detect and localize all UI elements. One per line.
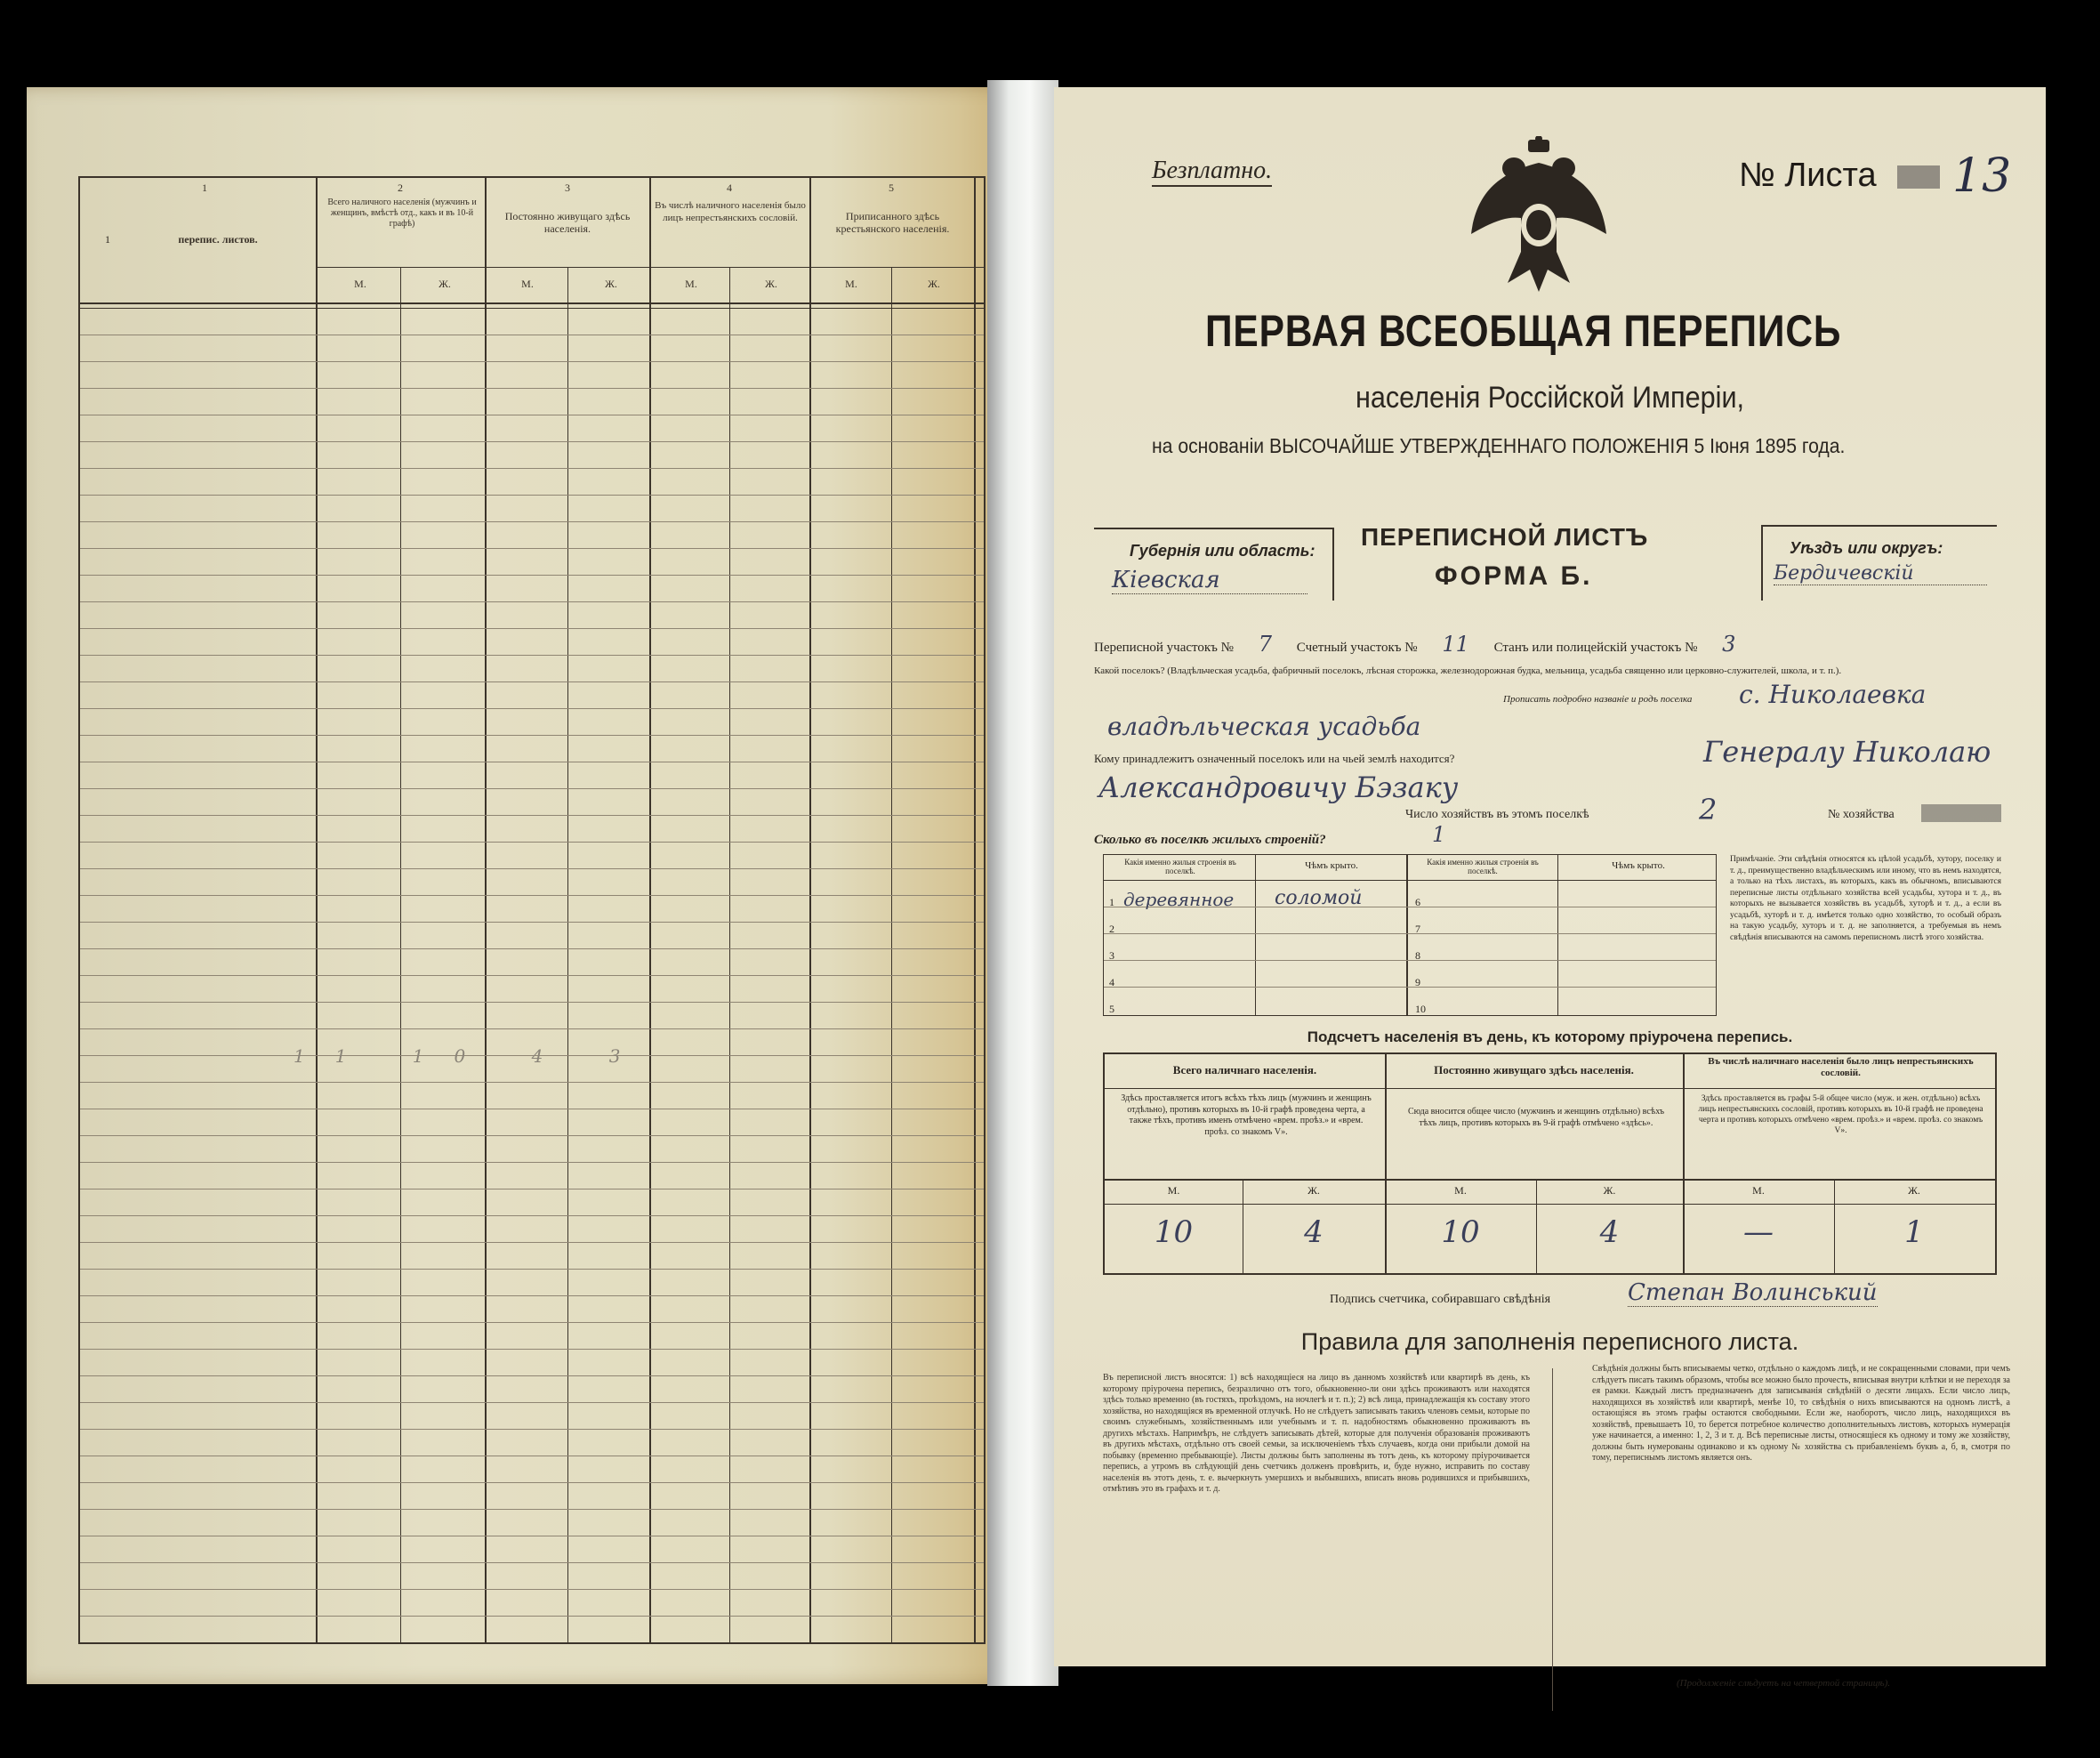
free-label: Безплатно. (1152, 157, 1272, 187)
col-header: Постоянно живущаго здѣсь населенія. (504, 210, 631, 235)
ruled-line (80, 842, 984, 843)
sex-label: М. (685, 278, 697, 290)
sum-sex-label: Ж. (1603, 1184, 1616, 1197)
col-header: Въ числѣ наличного населенія было лицъ непрестьянскихъ сословій. (655, 200, 806, 223)
col-header: перепис. листов. (178, 233, 258, 246)
faint-entry: 11 10 4 3 (294, 1045, 651, 1067)
buildings-table (1103, 854, 1717, 1016)
summary-title: Подсчетъ населенія въ день, къ которому пріурочена перепись. (1307, 1028, 1793, 1045)
ruled-line (80, 708, 984, 709)
ruled-line (80, 1509, 984, 1510)
sum-value: 4 (1304, 1214, 1324, 1250)
ruled-line (80, 1162, 984, 1163)
ruled-line (80, 441, 984, 442)
ruled-line (80, 361, 984, 362)
ruled-line (80, 1616, 984, 1617)
stan-value: 3 (1722, 632, 1736, 657)
count-district-value: 11 (1442, 632, 1469, 657)
sum-sex-label: М. (1167, 1184, 1180, 1197)
ruled-line (80, 1028, 984, 1029)
sum-sex-label: Ж. (1307, 1184, 1320, 1197)
ruled-line (80, 1349, 984, 1350)
ruled-line (80, 1562, 984, 1563)
ruled-line (80, 1375, 984, 1376)
sum-sex-label: М. (1752, 1184, 1765, 1197)
ruled-line (80, 1269, 984, 1270)
ruled-line (80, 1002, 984, 1003)
settlement-hint: Прописать подробно названіе и родъ поселка (1503, 694, 1693, 705)
sum-desc-nonpeasant: Здѣсь проставляется въ графы 5-й общее число (муж. и жен. отдѣльно) всѣхъ лицъ непрестьянскихъ сословій, противъ которыхъ въ 10-й графѣ не проведена черта и противъ которыхъ отмѣчено «врем. проѣз.» и «врем. проѣз. со знакомъ V». (1698, 1094, 1983, 1135)
census-district-value: 7 (1258, 632, 1273, 657)
bld-col-roof: Чѣмъ крыто. (1305, 860, 1358, 871)
bld-row-number: 3 (1109, 949, 1114, 962)
census-district-label: Переписной участокъ № (1094, 641, 1234, 655)
bld-row-number: 9 (1415, 976, 1420, 988)
sum-header-nonpeasant: Въ числѣ наличнаго населенія было лицъ непрестьянскихъ сословій. (1708, 1056, 1974, 1078)
owner-value-1: Генералу Николаю (1703, 735, 1991, 769)
ruled-line (80, 788, 984, 789)
sum-value: 10 (1154, 1214, 1194, 1250)
sum-value: 10 (1441, 1214, 1480, 1250)
owner-label: Кому принадлежитъ означенный поселокъ или на чьей землѣ находится? (1094, 752, 1455, 765)
uezd-value: Бердичевскій (1774, 562, 1987, 585)
rules-continued: (Продолженіе слѣдуетъ на четвертой страницѣ). (1677, 1678, 1890, 1689)
ruled-line (80, 735, 984, 736)
register-table (78, 176, 986, 1644)
signature-value: Степан Волинський (1628, 1279, 1878, 1306)
ruled-line (80, 1589, 984, 1590)
ruled-lines (80, 308, 984, 1642)
rules-divider (1552, 1368, 1553, 1711)
sum-desc-total: Здѣсь проставляется итогъ всѣхъ тѣхъ лицъ (мужчинъ и женщинъ отдѣльно), противъ которыхъ въ 10-й графѣ проведена черта, а также тѣхъ, противъ именъ отмѣчено «врем. проѣз.» и «врем. проѣз. со знакомъ V». (1121, 1093, 1372, 1137)
buildings-value: 1 (1432, 822, 1446, 847)
rules-left-column: Въ переписной листъ вносятся: 1) всѣ находящіеся на лицо въ данномъ хозяйствѣ или квартирѣ въ день, къ которому пріурочена перепись, безразлично отъ того, обыкновенно-ли они здѣсь проживаютъ или находятся здѣсь только временно (въ гостяхъ, проѣздомъ, на ночлегѣ и т. п.); 2) всѣ лица, принадлежащія къ составу этого хозяйства, но находящіяся въ временной отлучкѣ. Но не слѣдуетъ записывать такихъ членовъ семьи, которые по своимъ служебнымъ, хозяйственнымъ или учебнымъ и т. п. надобностямъ обыкновенно проживаютъ въ другихъ мѣстахъ. Напримѣръ, не слѣдуетъ записывать дѣтей, которые для полученія образованія проживаютъ въ другихъ мѣстахъ, отдѣльно отъ своей семьи, за исключеніемъ тѣхъ случаевъ, когда они прибыли домой на побывку (временно пребывающіе). Листы должны быть заполнены въ тотъ день, къ которому пріурочивается перепись, а утромъ въ слѣдующій день счетчикъ долженъ провѣрить, и, буде нужно, исправить по составу населенія въ этотъ день, т. е. вычеркнуть умершихъ и выбывшихъ, вписать вновь родившихся и прибывшихъ, отмѣтивъ это въ графахъ и т. д. (1103, 1373, 1530, 1494)
summary-table (1103, 1052, 1997, 1275)
ruled-line (80, 975, 984, 976)
ruled-line (80, 495, 984, 496)
bld-row-number: 4 (1109, 976, 1114, 988)
ruled-line (80, 1402, 984, 1403)
households-value: 2 (1699, 793, 1718, 827)
sex-label: Ж. (439, 278, 451, 290)
sex-label: Ж. (605, 278, 617, 290)
ruled-line (80, 681, 984, 682)
rules-title: Правила для заполненія переписного листа. (1300, 1328, 1799, 1355)
col-number: 4 (727, 181, 732, 194)
sex-label: М. (521, 278, 534, 290)
sum-desc-permanent: Сюда вносится общее число (мужчинъ и женщинъ отдѣльно) всѣхъ тѣхъ лицъ, противъ которыхъ въ 9-й графѣ отмѣчено «здѣсь». (1407, 1107, 1665, 1128)
bld-row-numbers (1109, 889, 1114, 1022)
form-title: ПЕРЕПИСНОЙ ЛИСТЪ (1361, 523, 1649, 551)
signature-label: Подпись счетчика, собиравшаго свѣдѣнія (1330, 1293, 1551, 1306)
right-page (1054, 87, 2046, 1689)
sum-value: 4 (1599, 1214, 1620, 1250)
bld-row-number: 5 (1109, 1003, 1114, 1015)
col-number: 3 (565, 181, 570, 194)
ruled-line (80, 1429, 984, 1430)
sum-header-total: Всего наличнаго населенія. (1172, 1063, 1317, 1077)
household-number-label: № хозяйства (1828, 808, 1895, 821)
uezd-box (1761, 525, 1997, 601)
col-number: 1 (202, 181, 207, 194)
count-district-label: Счетный участокъ № (1296, 641, 1418, 655)
bld-row-number: 6 (1415, 896, 1420, 908)
bld-row-number: 7 (1415, 923, 1420, 935)
sum-value: — (1743, 1214, 1774, 1250)
sheet-number-stamp (1897, 165, 1940, 189)
bld-col-roof: Чѣмъ крыто. (1612, 860, 1665, 871)
gubernia-label: Губернія или область: (1130, 542, 1316, 560)
settlement-value-1: с. Николаевка (1739, 680, 1927, 709)
ruled-line (80, 655, 984, 656)
ruled-line (80, 895, 984, 896)
col-number: 2 (398, 181, 403, 194)
census-basis: на основаніи ВЫСОЧАЙШЕ УТВЕРЖДЕННАГО ПОЛОЖЕНІЯ 5 Іюня 1895 года. (1152, 434, 1846, 457)
ruled-line (80, 548, 984, 549)
sheet-number-value: 13 (1952, 149, 2012, 203)
settlement-value-2: владѣльческая усадьба (1107, 712, 1421, 741)
sheet-number-label: № Листа (1739, 157, 1877, 194)
bld-row-number: 2 (1109, 923, 1114, 935)
col-header: Приписанного здѣсь крестьянского населенія. (835, 210, 950, 235)
ruled-line (80, 948, 984, 949)
census-subtitle: населенія Россійской Имперіи, (1355, 381, 1745, 415)
ruled-line (80, 922, 984, 923)
household-number-stamp (1921, 804, 2001, 822)
ruled-line (80, 1215, 984, 1216)
bld-col-type: Какія именно жилыя строенія въ поселкѣ. (1427, 858, 1539, 875)
ruled-line (80, 575, 984, 576)
col-number: 5 (889, 181, 894, 194)
district-line (1094, 632, 1757, 657)
buildings-label: Сколько въ поселкѣ жилыхъ строеній? (1094, 833, 1326, 847)
col-header: Всего наличного населенія (мужчинъ и женщинъ, вмѣстѣ отд., какъ и въ 10-й графѣ) (327, 198, 477, 229)
ruled-line (80, 468, 984, 469)
settlement-label: Какой поселокъ? (Владѣльческая усадьба, фабричный поселокъ, лѣсная сторожка, железнодорожная будка, мельница, усадьба священно или церковно-служителей, школа, и т. п.). (1094, 665, 1842, 676)
imperial-eagle-emblem (1468, 136, 1610, 296)
census-title: ПЕРВАЯ ВСЕОБЩАЯ ПЕРЕПИСЬ (1205, 306, 1842, 356)
sum-header-permanent: Постоянно живущаго здѣсь населенія. (1434, 1063, 1634, 1077)
sex-label: М. (354, 278, 366, 290)
ruled-line (80, 601, 984, 602)
buildings-note: Примѣчаніе. Эти свѣдѣнія относятся къ цѣлой усадьбѣ, хутору, поселку и т. д., преимущественно владѣльческимъ или иному, что въ немъ находятся, а только на тѣхъ листахъ, въ которыхъ, какъ въ обычномъ, вписываются переписные листы отдѣльнаго хозяйства всей усадьбы, хутора и т. д., въ которыхъ не вызывается хозяйствъ въ усадьбѣ, хуторѣ и т. д., а если въ усадьбѣ, хуторѣ и т. д. имѣется только одно хозяйство, то особый образъ на такую усадьбу, хуторъ и т. д. не заполняется, а требуемыя въ немъ свѣдѣнія вписываются на самомъ переписномъ листѣ этого хозяйства. (1730, 855, 2001, 942)
ruled-line (80, 1082, 984, 1083)
owner-value-2: Александровичу Бэзаку (1098, 770, 1459, 804)
stan-label: Станъ или полицейскій участокъ № (1493, 641, 1698, 655)
sum-sex-label: Ж. (1908, 1184, 1920, 1197)
bld-row-numbers-right (1415, 889, 1426, 1022)
bld-row-number: 8 (1415, 949, 1420, 962)
sex-label: М. (845, 278, 857, 290)
ruled-line (80, 388, 984, 389)
bld-row-number: 1 (1109, 896, 1114, 908)
bld-row1-roof: соломой (1275, 887, 1363, 909)
book-gutter (987, 80, 1058, 1686)
ruled-line (80, 815, 984, 816)
left-page (27, 87, 1027, 1684)
ruled-line (80, 1322, 984, 1323)
row-one-label: 1 (105, 233, 110, 246)
ruled-line (80, 1295, 984, 1296)
bld-col-type: Какія именно жилыя строенія въ поселкѣ. (1124, 858, 1236, 875)
uezd-label: Уѣздъ или округъ: (1790, 539, 1943, 557)
rules-right-column: Свѣдѣнія должны быть вписываемы четко, отдѣльно о каждомъ лицѣ, и не сокращенными словами, при чемъ слѣдуетъ писать такимъ образомъ, чтобы все можно было прочесть, вписывая внутри клѣтки и не переходя за ея рамки. Каждый листъ предназначенъ для записыванія свѣдѣній о десяти лицахъ. Если число лицъ, находящихся въ хозяйствѣ или квартирѣ, менѣе 10, то свѣдѣнія о нихъ вписываются на одномъ листѣ, а остающіяся въ этомъ графы остаются свободными. Если же, наоборотъ, число лицъ, находящихся въ хозяйствѣ, превышаетъ 10, то берется потребное количество дополнительныхъ листовъ, которыхъ нумерація уже начинается, а именно: 1, 2, 3 и т. д. Всѣ переписные листы, относящіеся къ одному и тому же хозяйству, должны быть нумерованы одинаково и къ одному № хозяйства съ прибавленіемъ буквъ а, б, в, смотря по тому, переписнымъ листомъ является онъ. (1592, 1364, 2010, 1463)
sex-label: Ж. (765, 278, 777, 290)
bld-row-number: 10 (1415, 1003, 1426, 1015)
ruled-line (80, 1135, 984, 1136)
households-label: Число хозяйствъ въ этомъ поселкѣ (1405, 808, 1589, 821)
bld-row1-type: деревянное (1123, 889, 1235, 910)
sum-sex-label: М. (1454, 1184, 1467, 1197)
gubernia-value: Кіевская (1112, 567, 1307, 594)
ruled-line (80, 1242, 984, 1243)
sum-value: 1 (1904, 1214, 1924, 1250)
ruled-line (80, 868, 984, 869)
ruled-line (80, 521, 984, 522)
form-name: ФОРМА Б. (1435, 561, 1593, 591)
sex-label: Ж. (928, 278, 940, 290)
ruled-line (80, 628, 984, 629)
gubernia-box (1094, 528, 1334, 601)
ruled-line (80, 1482, 984, 1483)
